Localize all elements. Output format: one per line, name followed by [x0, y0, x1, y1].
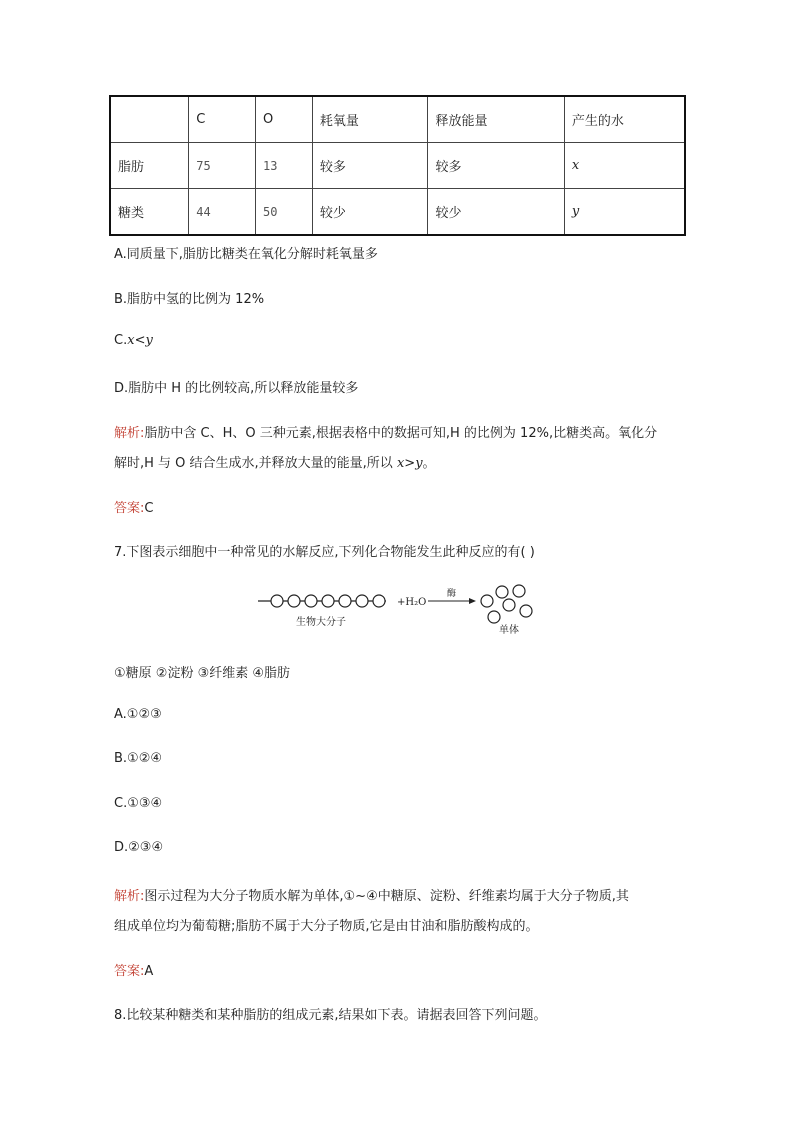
analysis-label: 解析:: [114, 426, 145, 441]
variable-x: x: [127, 333, 135, 348]
q6-analysis-line-1: [114, 422, 657, 441]
q7-compound-list: ①糖原 ②淀粉 ③纤维素 ④脂肪: [114, 666, 291, 681]
table-header-cell: C: [189, 96, 256, 143]
q7-option-d: D.②③④: [114, 840, 164, 855]
table-cell: 较少: [312, 189, 428, 236]
monomer-circles: [481, 585, 532, 623]
table-cell: y: [564, 189, 685, 236]
answer-label: 答案:: [114, 964, 145, 979]
analysis-text: 图示过程为大分子物质水解为单体,①~④中糖原、淀粉、纤维素均属于大分子物质,其: [144, 889, 629, 904]
table-header-cell: 释放能量: [428, 96, 564, 143]
option-c-prefix: C.: [114, 333, 128, 348]
analysis-text: 脂肪中含 C、H、O 三种元素,根据表格中的数据可知,H 的比例为 12%,比糖类高。氧化分: [144, 426, 658, 441]
table-header-cell: O: [256, 96, 313, 143]
analysis-text: 解时,H 与 O 结合生成水,并释放大量的能量,所以: [114, 456, 397, 471]
table-cell: 13: [256, 143, 313, 189]
analysis-label: 解析:: [114, 889, 145, 904]
table-header-cell: [110, 96, 189, 143]
hydrolysis-diagram: [250, 583, 550, 639]
monomer-label: 单体: [499, 625, 519, 636]
q8-stem: 8.比较某种糖类和某种脂肪的组成元素,结果如下表。请据表回答下列问题。: [114, 1008, 547, 1023]
greater-than-sign: >: [404, 456, 416, 471]
q6-option-d: D.脂肪中 H 的比例较高,所以释放能量较多: [114, 381, 359, 396]
macromolecule-label: 生物大分子: [296, 617, 346, 628]
q7-option-b: B.①②④: [114, 751, 163, 766]
q6-analysis-line-2: [114, 452, 436, 471]
table-cell: 75: [189, 143, 256, 189]
q7-analysis-line-1: [114, 885, 629, 904]
water-label: +H₂O: [397, 597, 427, 608]
q6-option-a: A.同质量下,脂肪比糖类在氧化分解时耗氧量多: [114, 247, 378, 262]
table-header-row: [110, 96, 685, 143]
q7-answer: [114, 960, 153, 979]
element-comparison-table: [109, 95, 686, 236]
table-cell: 较多: [428, 143, 564, 189]
q6-answer: [114, 497, 153, 516]
table-cell: 脂肪: [110, 143, 189, 189]
variable-y: y: [145, 333, 153, 348]
answer-value: A: [144, 964, 154, 979]
q7-stem: 7.下图表示细胞中一种常见的水解反应,下列化合物能发生此种反应的有( ): [114, 545, 535, 560]
table-row: [110, 143, 685, 189]
table-cell: 较多: [312, 143, 428, 189]
q6-option-c: [114, 333, 153, 348]
variable-y: y: [415, 456, 423, 471]
q7-option-a: A.①②③: [114, 707, 162, 722]
q7-analysis-line-2: 组成单位均为葡萄糖;脂肪不属于大分子物质,它是由甘油和脂肪酸构成的。: [114, 919, 539, 934]
answer-value: C: [144, 501, 154, 516]
table-cell: 50: [256, 189, 313, 236]
table-cell: x: [564, 143, 685, 189]
less-than-sign: <: [134, 333, 146, 348]
table-header-cell: 耗氧量: [312, 96, 428, 143]
table-header-cell: 产生的水: [564, 96, 685, 143]
answer-label: 答案:: [114, 501, 145, 516]
enzyme-label: 酶: [447, 589, 457, 599]
q6-option-b: B.脂肪中氢的比例为 12%: [114, 292, 265, 307]
q7-option-c: C.①③④: [114, 796, 163, 811]
table-cell: 44: [189, 189, 256, 236]
macromolecule-chain: [258, 595, 386, 607]
table-cell: 糖类: [110, 189, 189, 236]
table-row: [110, 189, 685, 236]
analysis-text-end: 。: [422, 456, 436, 471]
table-cell: 较少: [428, 189, 564, 236]
variable-x: x: [396, 456, 405, 471]
